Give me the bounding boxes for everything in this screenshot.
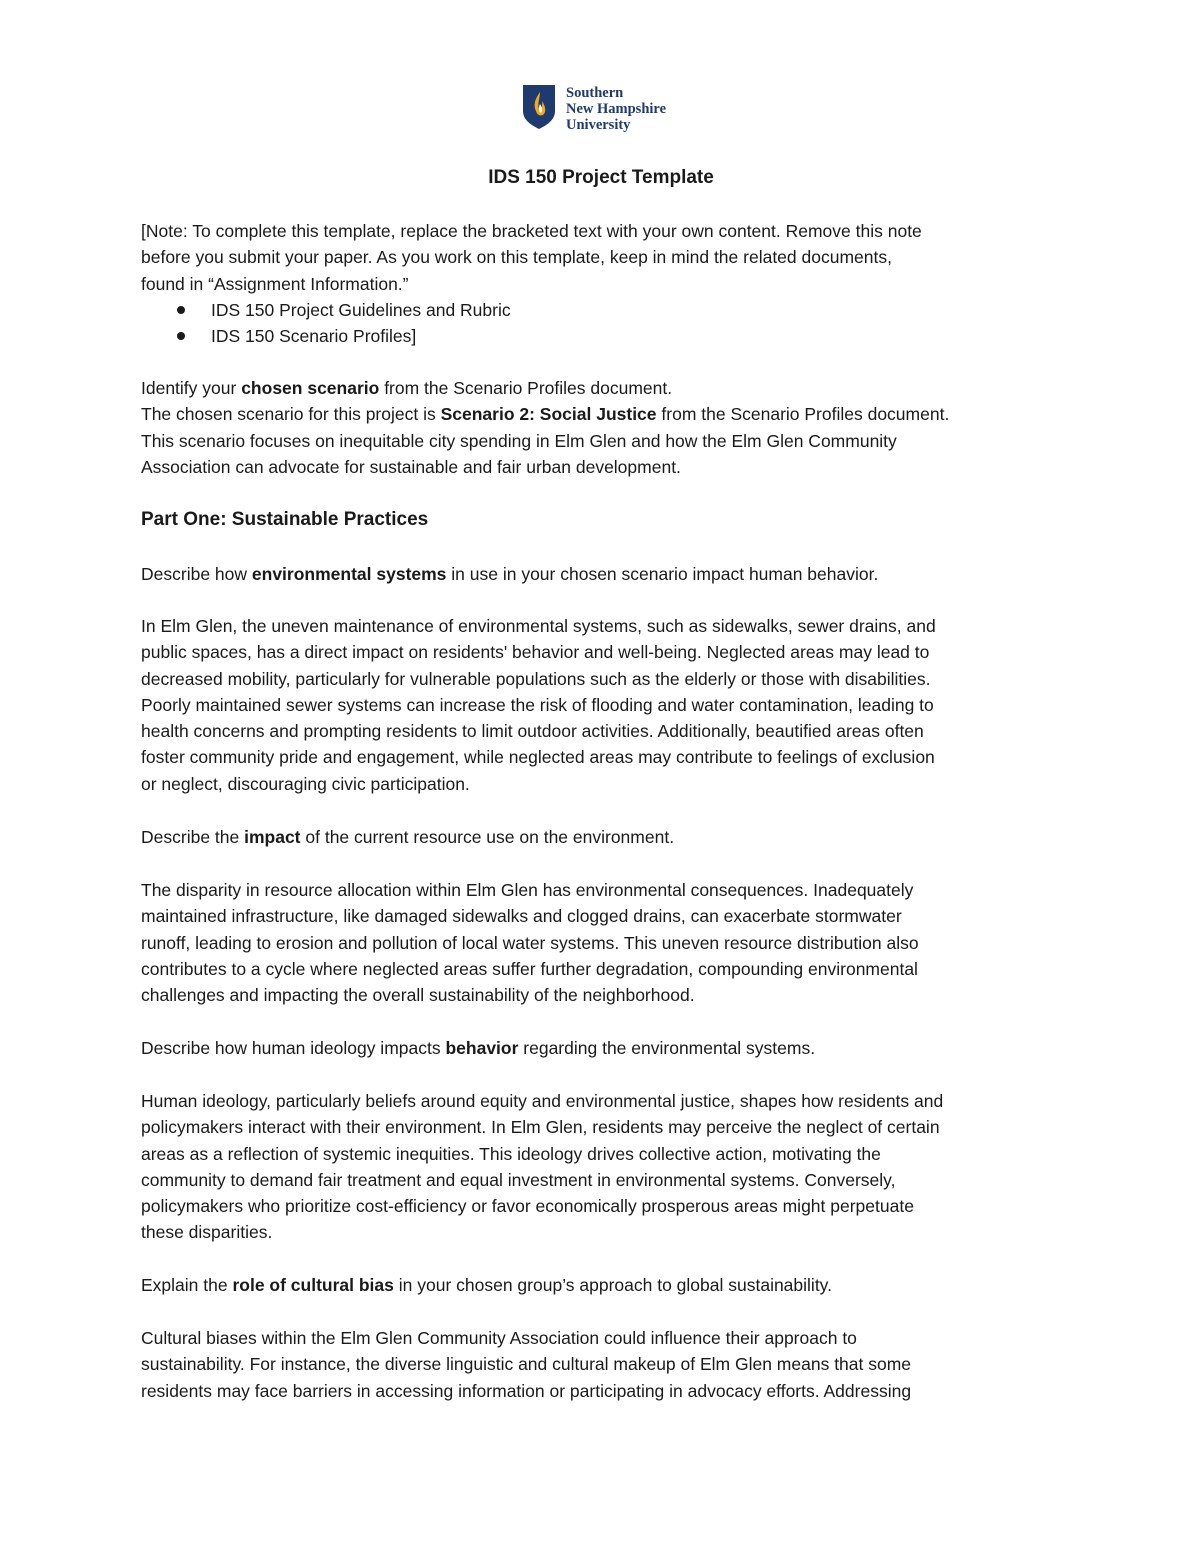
answer-line: community to demand fair treatment and equal investment in environmental systems. Conversely,	[141, 1169, 896, 1190]
answer-line: areas as a reflection of systemic inequities. This ideology drives collective action, motivating the	[141, 1143, 881, 1164]
wordmark-line: University	[566, 117, 631, 133]
answer-line: decreased mobility, particularly for vulnerable populations such as the elderly or those with disabilities.	[141, 668, 931, 689]
list-item-text: IDS 150 Project Guidelines and Rubric	[211, 300, 511, 320]
question-text-part: of the current resource use on the environment.	[300, 827, 675, 847]
wordmark-line: New Hampshire	[566, 101, 667, 117]
question-keyword: impact	[244, 827, 301, 847]
list-item-text: IDS 150 Scenario Profiles]	[211, 326, 417, 347]
section-heading: Part One: Sustainable Practices	[141, 509, 429, 530]
prompt-text: Identify your	[141, 378, 242, 398]
question-3	[141, 1035, 1061, 1061]
answer-line: these disparities.	[141, 1222, 273, 1243]
answer-line: Cultural biases within the Elm Glen Community Association could influence their approach to	[141, 1328, 857, 1348]
question-text-part: Explain the	[141, 1275, 233, 1295]
prompt-keyword: chosen scenario	[241, 378, 380, 398]
question-text-part: Describe the	[141, 827, 245, 847]
question-keyword: role of cultural bias	[232, 1275, 394, 1295]
answer-line: health concerns and prompting residents to limit outdoor activities. Additionally, beautified areas often	[141, 721, 924, 742]
university-wordmark	[566, 85, 666, 133]
scenario-answer-line: Association can advocate for sustainable and fair urban development.	[141, 456, 681, 477]
answer-line: sustainability. For instance, the diverse linguistic and cultural makeup of Elm Glen means that some	[141, 1354, 912, 1375]
scenario-section	[141, 375, 1061, 480]
answer-1	[141, 613, 1061, 797]
question-text-part: in use in your chosen scenario impact human behavior.	[446, 564, 879, 584]
list-item	[141, 297, 511, 323]
answer-line: Human ideology, particularly beliefs around equity and environmental justice, shapes how residents and	[141, 1091, 944, 1111]
question-text	[141, 1272, 1061, 1298]
answer-line: Poorly maintained sewer systems can increase the risk of flooding and water contamination, leading to	[141, 694, 934, 715]
scenario-answer-line: This scenario focuses on inequitable city spending in Elm Glen and how the Elm Glen Community	[141, 430, 897, 451]
answer-line: runoff, leading to erosion and pollution of local water systems. This uneven resource distribution also	[141, 932, 919, 953]
answer-line: challenges and impacting the overall sustainability of the neighborhood.	[141, 985, 695, 1006]
answer-2	[141, 877, 1061, 1008]
question-4	[141, 1272, 1061, 1298]
answer-line: or neglect, discouraging civic participation.	[141, 773, 470, 794]
prompt-text: from the Scenario Profiles document.	[379, 378, 673, 398]
wordmark-line: Southern	[566, 85, 624, 101]
note-line: found in “Assignment Information.”	[141, 273, 409, 294]
question-text	[141, 561, 1061, 587]
answer-line: foster community pride and engagement, while neglected areas may contribute to feelings of exclusion	[141, 747, 935, 768]
scenario-name: Scenario 2: Social Justice	[440, 404, 657, 425]
answer-4	[141, 1325, 1061, 1404]
question-1	[141, 561, 1061, 587]
answer-line: maintained infrastructure, like damaged sidewalks and clogged drains, can exacerbate stormwater	[141, 906, 902, 927]
answer-text: The chosen scenario for this project is	[141, 404, 441, 425]
university-logo	[522, 84, 666, 132]
answer-3	[141, 1088, 1061, 1246]
question-keyword: behavior	[445, 1038, 519, 1058]
answer-line: The disparity in resource allocation within Elm Glen has environmental consequences. Inadequately	[141, 880, 914, 900]
document-title: IDS 150 Project Template	[488, 167, 714, 188]
bullet-icon	[177, 306, 185, 314]
answer-line: policymakers who prioritize cost-efficiency or favor economically prosperous areas might perpetuate	[141, 1196, 914, 1217]
template-note	[141, 218, 1061, 297]
question-2	[141, 824, 1061, 850]
answer-line: public spaces, has a direct impact on residents' behavior and well-being. Neglected areas may lead to	[141, 642, 930, 663]
question-text	[141, 824, 1061, 850]
question-text-part: Describe how human ideology impacts	[141, 1038, 446, 1058]
answer-text: from the Scenario Profiles document.	[656, 404, 950, 425]
question-text-part: in your chosen group’s approach to global sustainability.	[393, 1275, 832, 1295]
scenario-answer-line	[141, 401, 1061, 427]
scenario-prompt	[141, 375, 1061, 401]
note-bullet-list	[141, 297, 511, 350]
answer-line: In Elm Glen, the uneven maintenance of environmental systems, such as sidewalks, sewer drains, and	[141, 616, 936, 636]
question-text-part: Describe how	[141, 564, 252, 584]
question-text	[141, 1035, 1061, 1061]
note-line: [Note: To complete this template, replace the bracketed text with your own content. Remove this note	[141, 221, 922, 241]
answer-line: contributes to a cycle where neglected areas suffer further degradation, compounding environmental	[141, 958, 918, 979]
question-keyword: environmental systems	[251, 564, 447, 584]
answer-line: residents may face barriers in accessing information or participating in advocacy efforts. Addressing	[141, 1380, 912, 1401]
bullet-icon	[177, 332, 185, 340]
question-text-part: regarding the environmental systems.	[518, 1038, 816, 1058]
note-line: before you submit your paper. As you work on this template, keep in mind the related documents,	[141, 247, 892, 268]
flame-shield-icon	[522, 84, 556, 130]
list-item	[141, 323, 511, 349]
answer-line: policymakers interact with their environment. In Elm Glen, residents may perceive the neglect of certain	[141, 1117, 940, 1138]
